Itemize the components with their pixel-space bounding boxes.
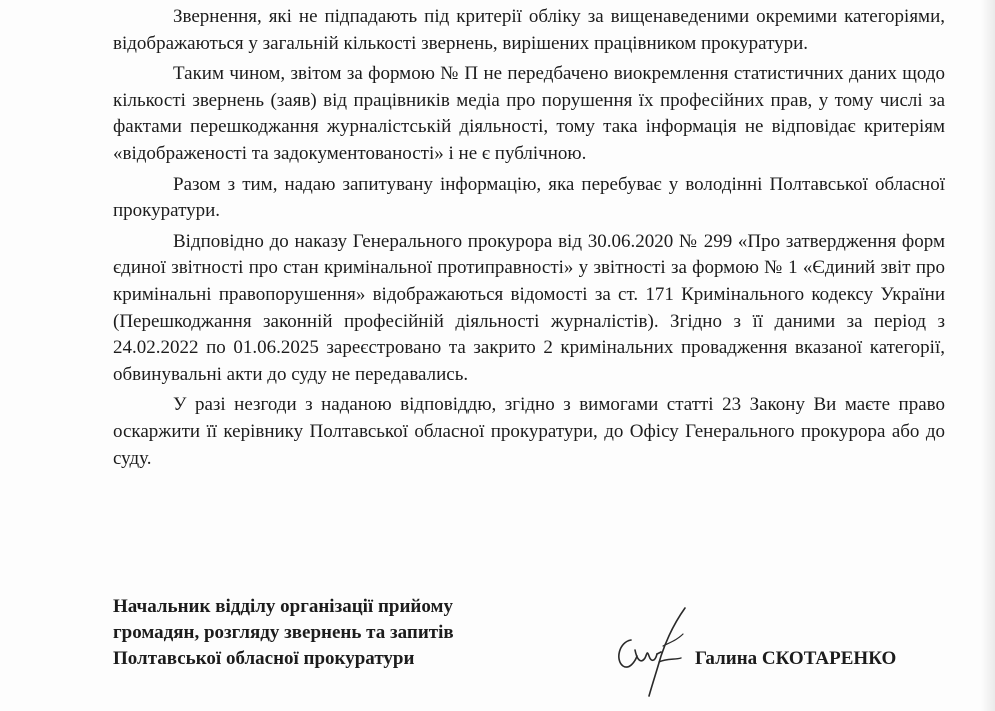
paragraph-5 (113, 392, 945, 472)
paragraph-3-first-line: Разом з тим, надаю запитувану інформацію, яка перебуває у володінні (173, 173, 770, 195)
signature-block (113, 594, 945, 704)
handwritten-signature (601, 600, 696, 700)
position-line-1: Начальник відділу організації прийому (113, 596, 453, 617)
paragraph-3 (113, 172, 945, 225)
paragraph-2 (113, 61, 945, 167)
paragraph-1 (113, 4, 945, 57)
position-line-3: Полтавської обласної прокуратури (113, 648, 415, 669)
paragraph-1-first-line: Звернення, які не підпадають під критерії обліку за вищенаведеними (173, 6, 757, 27)
paragraph-1-rest: окремими категоріями, відображаються у загальній кількості звернень, вирішених працівником прокуратури. (113, 6, 946, 54)
paragraph-4 (113, 229, 945, 389)
paragraph-2-first-line: Таким чином, звітом за формою № П не передбачено виокремлення (173, 63, 734, 85)
page-edge-shadow (981, 0, 995, 711)
position-line-2: громадян, розгляду звернень та запитів (113, 622, 454, 643)
signer-name: Галина СКОТАРЕНКО (695, 648, 897, 669)
paragraph-3-rest: Полтавської обласної прокуратури. (113, 173, 945, 222)
paragraph-5-rest: маєте право оскаржити її керівнику Полтавської обласної прокуратури, до Офісу Генерального прокурора або до суду. (113, 394, 945, 469)
paragraph-4-rest: затвердження форм єдиної звітності про стан кримінальної протиправності» у звітності за формою № 1 «Єдиний звіт про кримінальні правопорушення» відображаються відомості за ст. 171 Кримінального кодексу України (Перешкоджання законній професійній діяльності журналістів). Згідно з її даними за період з 24.02.2022 по 01.06.2025 зареєстровано та закрито 2 кримінальних провадження вказаної категорії, обвинувальні акти до суду не передавались. (113, 230, 945, 385)
letter-body (113, 0, 945, 476)
signer-position-title (113, 594, 573, 672)
paragraph-4-first-line: Відповідно до наказу Генерального прокурора від 30.06.2020 № 299 «Про (173, 230, 786, 252)
paragraph-5-first-line: У разі незгоди з наданою відповіддю, згідно з вимогами статті 23 Закону Ви (173, 394, 845, 416)
paragraph-2-rest: статистичних даних щодо кількості звернень (заяв) від працівників медіа про порушення їх професійних прав, у тому числі за фактами перешкоджання журналістській діяльності, тому така інформація не відповідає критеріям «відображеності та задокументованості» і не є публічною. (113, 63, 945, 164)
